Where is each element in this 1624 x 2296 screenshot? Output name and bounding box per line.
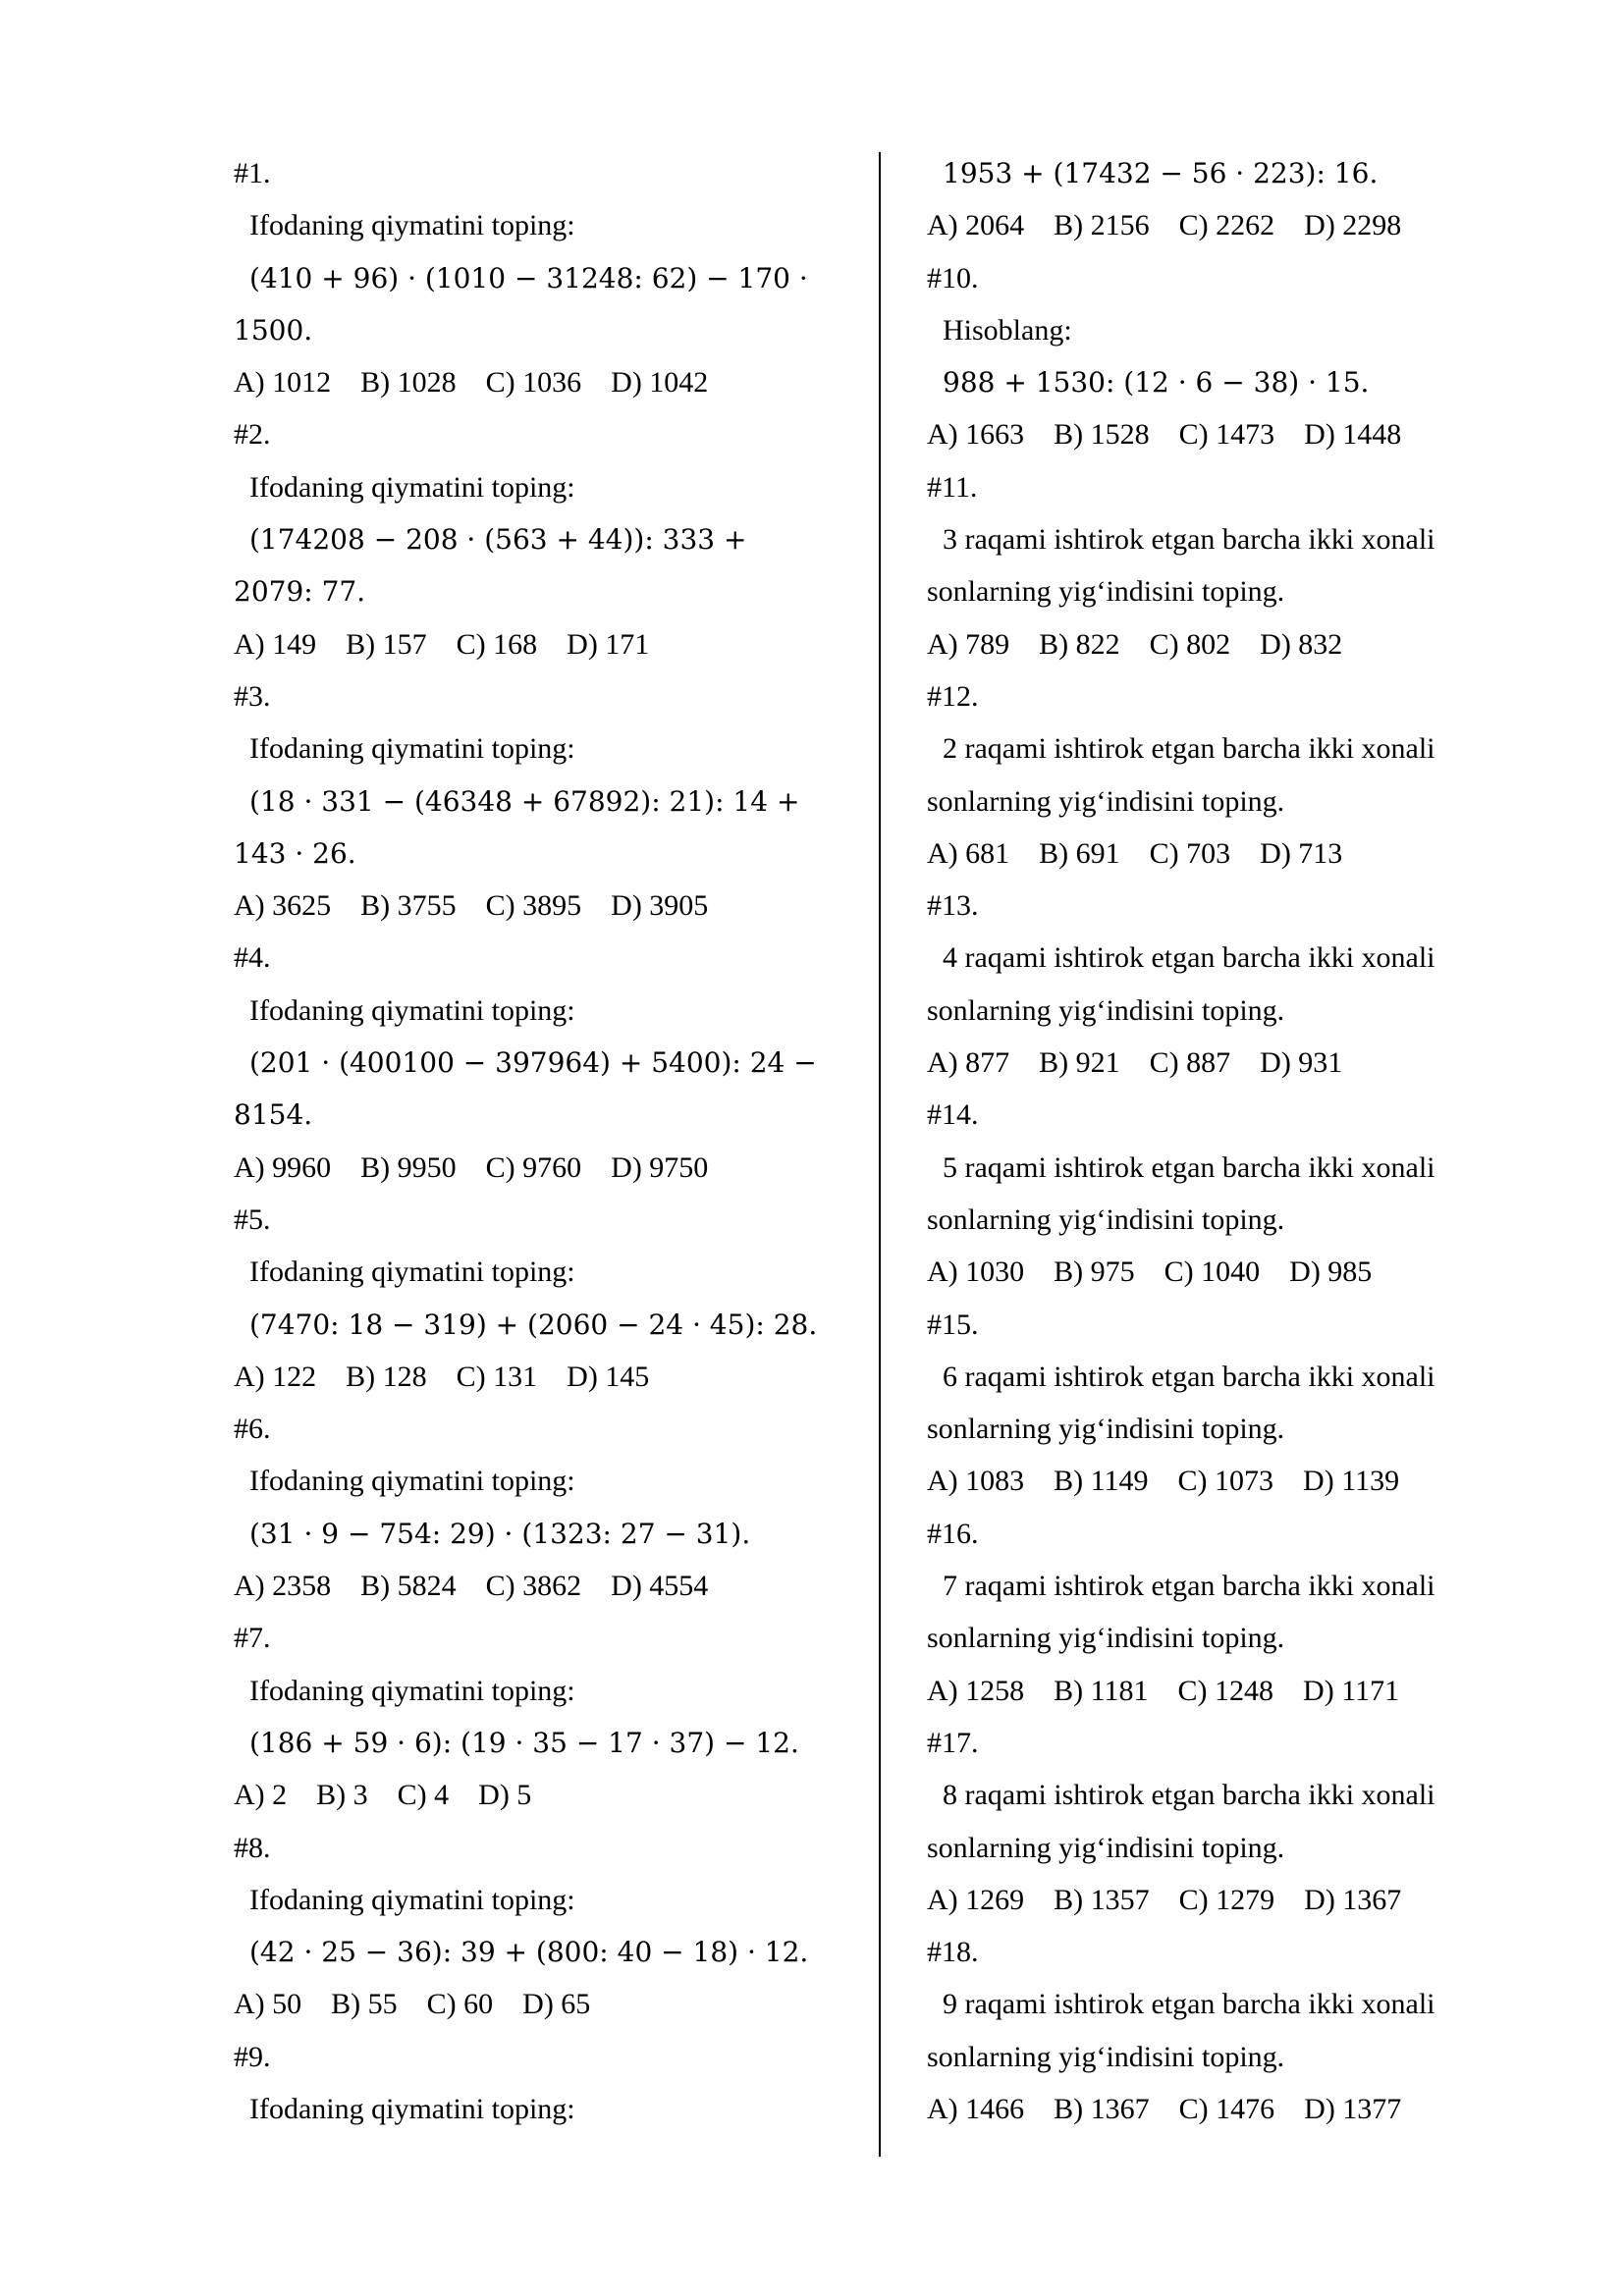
answer-options [234, 1769, 823, 1821]
option-d: D) 1139 [1303, 1465, 1400, 1498]
option-c: C) 3895 [485, 889, 582, 923]
option-d: D) 145 [567, 1360, 650, 1393]
option-a: A) 789 [927, 627, 1010, 661]
option-a: A) 1466 [927, 2092, 1025, 2125]
option-a: A) 877 [927, 1046, 1010, 1080]
right-column [927, 147, 1477, 2135]
question-block [234, 1403, 823, 1612]
question-prompt: 5 raqami ishtirok etgan barcha ikki xonali [943, 1150, 1435, 1184]
question-block [234, 147, 823, 408]
option-c: C) 1036 [485, 366, 582, 400]
question-block [234, 2031, 823, 2136]
option-b: B) 691 [1039, 836, 1120, 870]
question-block [927, 1717, 1477, 1926]
question-prompt: 8 raqami ishtirok etgan barcha ikki xonali [943, 1779, 1435, 1812]
answer-options [927, 828, 1477, 880]
math-expression: 1500. [234, 313, 313, 347]
question-number: #8. [234, 1831, 271, 1864]
left-column [234, 147, 823, 2135]
math-expression: (201 · (400100 − 397964) + 5400): 24 − [249, 1046, 817, 1080]
option-d: D) 1171 [1303, 1674, 1400, 1707]
question-number: #9. [234, 2040, 271, 2073]
question-prompt: sonlarning yig‘indisini toping. [927, 1413, 1285, 1446]
option-c: C) 887 [1149, 1046, 1231, 1080]
question-number: #13. [927, 889, 979, 923]
option-d: D) 832 [1260, 627, 1343, 661]
option-c: C) 4 [397, 1779, 450, 1812]
question-prompt: sonlarning yig‘indisini toping. [927, 1622, 1285, 1655]
question-prompt: sonlarning yig‘indisini toping. [927, 575, 1285, 609]
question-prompt: 2 raqami ishtirok etgan barcha ikki xonali [943, 732, 1435, 766]
option-d: D) 1367 [1304, 1883, 1402, 1916]
option-c: C) 131 [456, 1360, 538, 1393]
option-d: D) 985 [1289, 1255, 1373, 1289]
math-expression: 2079: 77. [234, 575, 366, 609]
option-c: C) 168 [456, 627, 538, 661]
math-expression: (18 · 331 − (46348 + 67892): 21): 14 + [249, 784, 800, 818]
option-b: B) 128 [346, 1360, 427, 1393]
option-a: A) 1012 [234, 366, 332, 400]
math-expression: (410 + 96) · (1010 − 31248: 62) − 170 · [249, 261, 808, 294]
answer-options [927, 1455, 1477, 1507]
question-number: #12. [927, 679, 979, 713]
option-c: C) 1473 [1178, 418, 1275, 452]
option-d: D) 2298 [1304, 209, 1402, 242]
question-number: #16. [927, 1517, 979, 1550]
option-c: C) 802 [1149, 627, 1231, 661]
option-a: A) 2358 [234, 1570, 332, 1603]
question-number: #4. [234, 941, 271, 975]
answer-options [927, 2083, 1477, 2135]
option-c: C) 1476 [1178, 2092, 1275, 2125]
option-a: A) 2 [234, 1779, 288, 1812]
question-block [927, 252, 1477, 461]
answer-options [234, 356, 823, 408]
question-number: #7. [234, 1622, 271, 1655]
question-block [927, 1089, 1477, 1298]
question-prompt: sonlarning yig‘indisini toping. [927, 2040, 1285, 2073]
option-d: D) 9750 [611, 1150, 709, 1184]
option-c: C) 2262 [1178, 209, 1275, 242]
option-a: A) 3625 [234, 889, 332, 923]
question-prompt: sonlarning yig‘indisini toping. [927, 1831, 1285, 1864]
option-a: A) 2064 [927, 209, 1025, 242]
option-b: B) 1181 [1054, 1674, 1149, 1707]
question-block [234, 1194, 823, 1403]
option-b: B) 3 [316, 1779, 368, 1812]
option-c: C) 9760 [485, 1150, 582, 1184]
question-number: #14. [927, 1098, 979, 1132]
answer-options [234, 880, 823, 932]
answer-options [927, 1874, 1477, 1926]
question-prompt: Ifodaning qiymatini toping: [249, 1255, 575, 1289]
option-b: B) 157 [346, 627, 427, 661]
question-prompt: 6 raqami ishtirok etgan barcha ikki xonali [943, 1360, 1435, 1393]
answer-options [234, 1978, 823, 2030]
question-block [927, 461, 1477, 670]
math-expression: (186 + 59 · 6): (19 · 35 − 17 · 37) − 12. [249, 1726, 799, 1759]
option-a: A) 1030 [927, 1255, 1025, 1289]
option-a: A) 50 [234, 1988, 302, 2021]
answer-options [234, 1560, 823, 1612]
answer-options [234, 1351, 823, 1403]
option-d: D) 1448 [1304, 418, 1402, 452]
question-number: #15. [927, 1308, 979, 1341]
question-prompt: Ifodaning qiymatini toping: [249, 2092, 575, 2125]
option-d: D) 5 [478, 1779, 532, 1812]
option-d: D) 3905 [611, 889, 709, 923]
option-b: B) 1367 [1054, 2092, 1150, 2125]
option-d: D) 65 [522, 1988, 591, 2021]
option-a: A) 122 [234, 1360, 317, 1393]
math-expression: 8154. [234, 1098, 313, 1132]
option-a: A) 1269 [927, 1883, 1025, 1916]
question-number: #1. [234, 157, 271, 189]
option-b: B) 55 [331, 1988, 398, 2021]
option-c: C) 703 [1149, 836, 1231, 870]
answer-options [927, 1246, 1477, 1298]
option-c: C) 1040 [1164, 1255, 1261, 1289]
question-block [927, 1508, 1477, 1717]
question-block [234, 932, 823, 1193]
question-number: #2. [234, 418, 271, 452]
answer-options [927, 408, 1477, 460]
option-d: D) 4554 [611, 1570, 709, 1603]
math-expression: (31 · 9 − 754: 29) · (1323: 27 − 31). [249, 1517, 751, 1550]
option-d: D) 931 [1260, 1046, 1343, 1080]
option-d: D) 171 [567, 627, 650, 661]
question-prompt: Hisoblang: [943, 313, 1072, 347]
option-b: B) 5824 [360, 1570, 457, 1603]
answer-options [234, 1142, 823, 1194]
question-number: #10. [927, 261, 979, 294]
column-divider [879, 152, 881, 2157]
option-b: B) 921 [1039, 1046, 1120, 1080]
option-b: B) 822 [1039, 627, 1120, 661]
question-prompt: Ifodaning qiymatini toping: [249, 732, 575, 766]
option-a: A) 9960 [234, 1150, 332, 1184]
question-block [234, 408, 823, 669]
option-d: D) 713 [1260, 836, 1343, 870]
option-c: C) 3862 [485, 1570, 582, 1603]
question-prompt: 3 raqami ishtirok etgan barcha ikki xonali [943, 523, 1435, 557]
question-prompt: 7 raqami ishtirok etgan barcha ikki xonali [943, 1570, 1435, 1603]
answer-options [927, 1665, 1477, 1717]
question-block [927, 1926, 1477, 2135]
math-expression: 988 + 1530: (12 · 6 − 38) · 15. [943, 366, 1370, 400]
answer-options [927, 618, 1477, 670]
option-c: C) 1073 [1177, 1465, 1274, 1498]
question-9-expression: 1953 + (17432 − 56 · 223): 16. [943, 157, 1379, 189]
option-b: B) 1528 [1054, 418, 1150, 452]
question-number: #6. [234, 1413, 271, 1446]
option-b: B) 2156 [1054, 209, 1150, 242]
option-a: A) 149 [234, 627, 317, 661]
option-a: A) 1258 [927, 1674, 1025, 1707]
math-expression: (174208 − 208 · (563 + 44)): 333 + [249, 523, 747, 557]
question-number: #17. [927, 1726, 979, 1759]
question-number: #11. [927, 470, 978, 504]
question-prompt: 9 raqami ishtirok etgan barcha ikki xonali [943, 1988, 1435, 2021]
question-prompt: sonlarning yig‘indisini toping. [927, 1202, 1285, 1236]
question-block [234, 1612, 823, 1821]
option-d: D) 1042 [611, 366, 709, 400]
option-d: D) 1377 [1304, 2092, 1402, 2125]
math-expression: (42 · 25 − 36): 39 + (800: 40 − 18) · 12. [249, 1936, 809, 1969]
question-prompt: 4 raqami ishtirok etgan barcha ikki xonali [943, 941, 1435, 975]
question-prompt: sonlarning yig‘indisini toping. [927, 784, 1285, 818]
option-b: B) 9950 [360, 1150, 457, 1184]
option-a: A) 1083 [927, 1465, 1025, 1498]
question-prompt: Ifodaning qiymatini toping: [249, 209, 575, 242]
question-9-options [927, 199, 1477, 251]
option-b: B) 1028 [360, 366, 457, 400]
option-a: A) 681 [927, 836, 1010, 870]
option-b: B) 3755 [360, 889, 457, 923]
answer-options [234, 618, 823, 670]
question-prompt: sonlarning yig‘indisini toping. [927, 993, 1285, 1027]
option-c: C) 1248 [1177, 1674, 1274, 1707]
question-prompt: Ifodaning qiymatini toping: [249, 470, 575, 504]
question-prompt: Ifodaning qiymatini toping: [249, 1674, 575, 1707]
option-a: A) 1663 [927, 418, 1025, 452]
option-c: C) 60 [426, 1988, 494, 2021]
option-b: B) 975 [1054, 1255, 1135, 1289]
question-block [927, 1299, 1477, 1508]
math-expression: 143 · 26. [234, 836, 356, 870]
math-expression: (7470: 18 − 319) + (2060 − 24 · 45): 28. [249, 1308, 818, 1341]
question-prompt: Ifodaning qiymatini toping: [249, 1465, 575, 1498]
question-block [234, 1822, 823, 2031]
question-block [927, 880, 1477, 1089]
question-number: #5. [234, 1202, 271, 1236]
question-block [234, 670, 823, 932]
question-prompt: Ifodaning qiymatini toping: [249, 993, 575, 1027]
question-block [927, 670, 1477, 880]
question-number: #3. [234, 679, 271, 713]
question-prompt: Ifodaning qiymatini toping: [249, 1883, 575, 1916]
option-c: C) 1279 [1178, 1883, 1275, 1916]
option-b: B) 1357 [1054, 1883, 1150, 1916]
option-b: B) 1149 [1054, 1465, 1149, 1498]
answer-options [927, 1037, 1477, 1089]
question-number: #18. [927, 1936, 979, 1969]
